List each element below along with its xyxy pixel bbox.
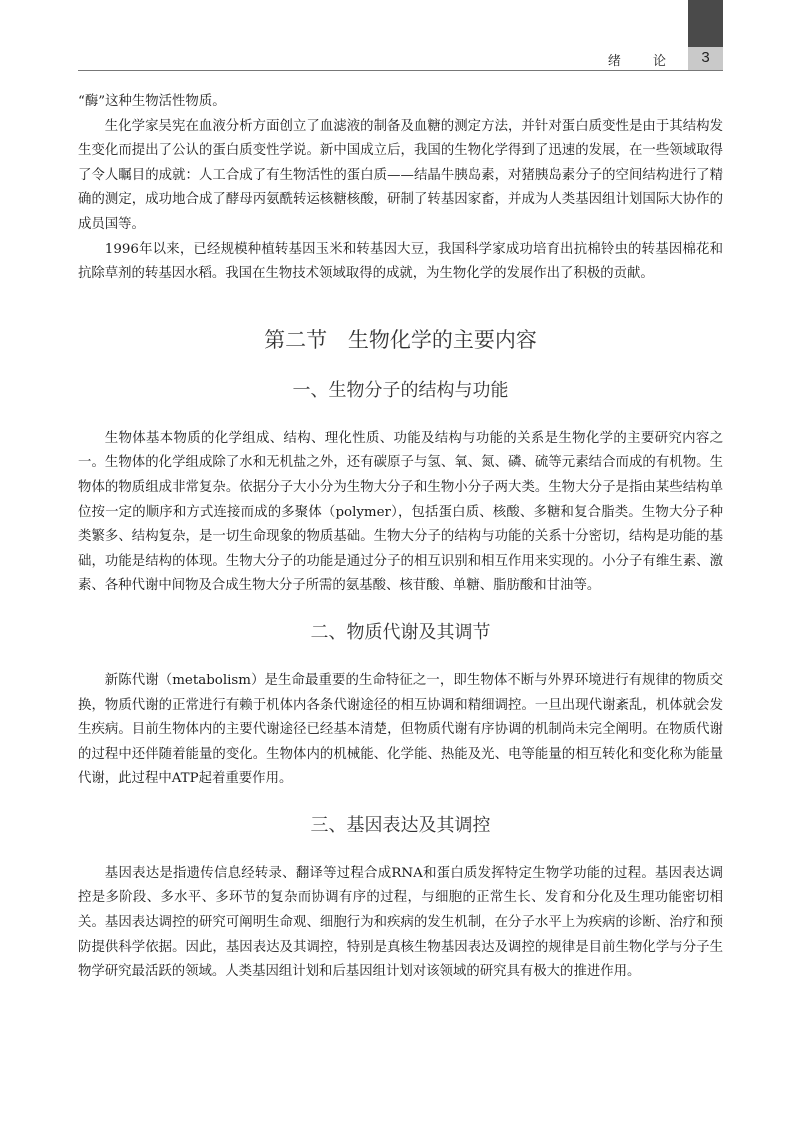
subsection-title-3: 三、基因表达及其调控 bbox=[310, 814, 491, 836]
subsection-title-2: 二、物质代谢及其调节 bbox=[310, 621, 491, 643]
page-number: 3 bbox=[701, 49, 710, 66]
section-title: 第二节 生物化学的主要内容 bbox=[264, 327, 537, 352]
intro-paragraph-1: 生化学家吴宪在血液分析方面创立了血滤液的制备及血糖的测定方法，并针对蛋白质变性是由于其结构发生变化而提出了公认的蛋白质变性学说。新中国成立后，我国的生物化学得到了迅速的发展，在一些领域取得了令人瞩目的成就：人工合成了有生物活性的蛋白质——结晶牛胰岛素，对猪胰岛素分子的空间结构进行了精确的测定，成功地合成了酵母丙氨酰转运核糖核酸，研制了转基因家畜，并成为人类基因组计划国际大协作的成员国等。 bbox=[78, 118, 723, 232]
header-rule bbox=[78, 70, 723, 71]
intro-paragraph-0: “酶”这种生物活性物质。 bbox=[78, 94, 226, 109]
subsection-body-3: 基因表达是指遗传信息经转录、翻译等过程合成RNA和蛋白质发挥特定生物学功能的过程。基因表达调控是多阶段、多水平、多环节的复杂而协调有序的过程，与细胞的正常生长、发育和分化及生理功能密切相关。基因表达调控的研究可阐明生命观、细胞行为和疾病的发生机制，在分子水平上为疾病的诊断、治疗和预防提供科学依据。因此，基因表达及其调控，特别是真核生物基因表达及调控的规律是目前生物化学与分子生物学研究最活跃的领域。人类基因组计划和后基因组计划对该领域的研究具有极大的推进作用。 bbox=[78, 865, 723, 980]
page-content bbox=[78, 90, 723, 985]
page-tab-dark bbox=[688, 0, 723, 47]
subsection-title-1: 一、生物分子的结构与功能 bbox=[292, 379, 509, 401]
subsection-body-1: 生物体基本物质的化学组成、结构、理化性质、功能及结构与功能的关系是生物化学的主要研究内容之一。生物体的化学组成除了水和无机盐之外，还有碳原子与氢、氧、氮、磷、硫等元素结合而成的有机物。生物体的物质组成非常复杂。依据分子大小分为生物大分子和生物小分子两大类。生物大分子是指由某些结构单位按一定的顺序和方式连接而成的多聚体（polymer），包括蛋白质、核酸、多糖和复合脂类。生物大分子种类繁多、结构复杂，是一切生命现象的物质基础。生物大分子的结构与功能的关系十分密切，结构是功能的基础，功能是结构的体现。生物大分子的功能是通过分子的相互识别和相互作用来实现的。小分子有维生素、激素、各种代谢中间物及合成生物大分子所需的氨基酸、核苷酸、单糖、脂肪酸和甘油等。 bbox=[78, 430, 723, 594]
running-head: 绪 论 bbox=[607, 54, 680, 69]
intro-paragraph-2: 1996年以来，已经规模种植转基因玉米和转基因大豆，我国科学家成功培育出抗棉铃虫的转基因棉花和抗除草剂的转基因水稻。我国在生物技术领域取得的成就，为生物化学的发展作出了积极的贡献。 bbox=[78, 241, 723, 282]
subsection-body-2: 新陈代谢（metabolism）是生命最重要的生命特征之一，即生物体不断与外界环境进行有规律的物质交换，物质代谢的正常进行有赖于机体内各条代谢途径的相互协调和精细调控。一旦出现代谢紊乱，机体就会发生疾病。目前生物体内的主要代谢途径已经基本清楚，但物质代谢有序协调的机制尚未完全阐明。在物质代谢的过程中还伴随着能量的变化。生物体内的机械能、化学能、热能及光、电等能量的相互转化和变化称为能量代谢，此过程中ATP起着重要作用。 bbox=[78, 672, 723, 787]
